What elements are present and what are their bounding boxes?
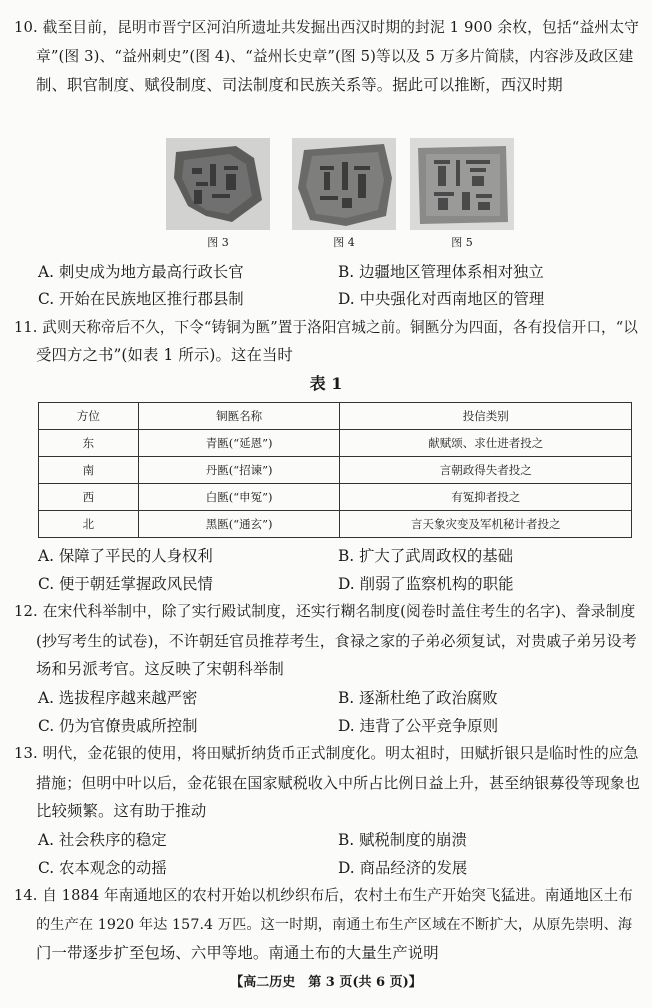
table-cell: 献赋颂、求仕进者投之	[340, 430, 632, 457]
q11-option-b: B. 扩大了武周政权的基础	[338, 547, 514, 565]
table-cell: 丹匦(“招谏”)	[138, 457, 340, 484]
q12-line-3: 场和另派考官。这反映了宋朝科举制	[36, 660, 284, 678]
q13-line-3: 比较频繁。这有助于推动	[36, 802, 207, 820]
table-cell: 白匦(“申冤”)	[138, 484, 340, 511]
q10-option-d: D. 中央强化对西南地区的管理	[338, 290, 545, 308]
table-cell: 青匦(“延恩”)	[138, 430, 340, 457]
q11-line-1: 11. 武则天称帝后不久，下令“铸铜为匦”置于洛阳宫城之前。铜匦分为四面，各有投信开口，“以	[14, 319, 638, 336]
table-header-cell: 投信类别	[340, 403, 632, 430]
q13-option-c: C. 农本观念的动摇	[38, 859, 167, 877]
table-1-title: 表 1	[309, 374, 343, 393]
q12-option-d: D. 违背了公平竞争原则	[338, 717, 499, 735]
table-cell: 有冤抑者投之	[340, 484, 632, 511]
q12-option-b: B. 逐渐杜绝了政治腐败	[338, 689, 498, 707]
table-row	[39, 430, 632, 457]
q12-option-c: C. 仍为官僚贵戚所控制	[38, 717, 198, 735]
table-header-cell: 方位	[39, 403, 139, 430]
table-header-cell: 铜匦名称	[138, 403, 340, 430]
q14-line-1: 14. 自 1884 年南通地区的农村开始以机纱织布后，农村土布生产开始突飞猛进。南通地区土布	[14, 887, 633, 904]
q10-line-1: 10. 截至目前，昆明市晋宁区河泊所遗址共发掘出西汉时期的封泥 1 900 余枚，包括“益州太守	[14, 19, 640, 36]
q14-line-3: 门一带逐步扩至包场、六甲等地。南通土布的大量生产说明	[36, 944, 439, 962]
q13-line-1: 13. 明代，金花银的使用，将田赋折纳货币正式制度化。明太祖时，田赋折银只是临时性的应急	[14, 745, 639, 762]
q13-line-2: 措施；但明中叶以后，金花银在国家赋税收入中所占比例日益上升，甚至纳银募役等现象也	[36, 774, 641, 792]
figure-3-seal-image	[166, 138, 270, 230]
table-cell: 言朝政得失者投之	[340, 457, 632, 484]
table-cell: 黑匦(“通玄”)	[138, 511, 340, 538]
q14-line-2: 的生产在 1920 年达 157.4 万匹。这一时期，南通土布生产区域在不断扩大，从原先崇明、海	[36, 917, 633, 933]
q12-line-1: 12. 在宋代科举制中，除了实行殿试制度，还实行糊名制度(阅卷时盖住考生的名字)、誊录制度	[14, 603, 636, 620]
figure-4-caption: 图 4	[333, 236, 355, 249]
page-footer: 【高二历史 第 3 页(共 6 页)】	[230, 975, 422, 990]
table-cell: 北	[39, 511, 139, 538]
q13-option-a: A. 社会秩序的稳定	[38, 831, 167, 849]
q12-option-a: A. 选拔程序越来越严密	[38, 689, 198, 707]
q10-option-b: B. 边疆地区管理体系相对独立	[338, 263, 544, 281]
q10-option-c: C. 开始在民族地区推行郡县制	[38, 290, 244, 308]
q10-option-a: A. 刺史成为地方最高行政长官	[38, 263, 244, 281]
table-row	[39, 484, 632, 511]
q11-option-c: C. 便于朝廷掌握政风民情	[38, 575, 213, 593]
table-cell: 南	[39, 457, 139, 484]
figure-4-seal-image	[292, 138, 396, 230]
table-cell: 东	[39, 430, 139, 457]
table-row	[39, 511, 632, 538]
q11-option-d: D. 削弱了监察机构的职能	[338, 575, 514, 593]
figure-5-seal-image	[410, 138, 514, 230]
table-cell: 言天象灾变及军机秘计者投之	[340, 511, 632, 538]
q11-option-a: A. 保障了平民的人身权利	[38, 547, 213, 565]
figure-3-caption: 图 3	[207, 236, 229, 249]
q12-line-2: (抄写考生的试卷)，不许朝廷官员推荐考生，食禄之家的子弟必须复试，对贵戚子弟另设考	[36, 632, 637, 650]
table-row	[39, 457, 632, 484]
q10-line-2: 章”(图 3)、“益州刺史”(图 4)、“益州长史章”(图 5)等以及 5 万多片简牍，内容涉及政区建	[36, 48, 634, 65]
table-1	[38, 402, 632, 538]
figure-5-caption: 图 5	[451, 236, 473, 249]
q13-option-d: D. 商品经济的发展	[338, 859, 468, 877]
q10-line-3: 制、职官制度、赋役制度、司法制度和民族关系等。据此可以推断，西汉时期	[36, 76, 563, 94]
table-cell: 西	[39, 484, 139, 511]
q13-option-b: B. 赋税制度的崩溃	[338, 831, 467, 849]
q11-line-2: 受四方之书”(如表 1 所示)。这在当时	[36, 346, 293, 364]
table-header-row	[39, 403, 632, 430]
